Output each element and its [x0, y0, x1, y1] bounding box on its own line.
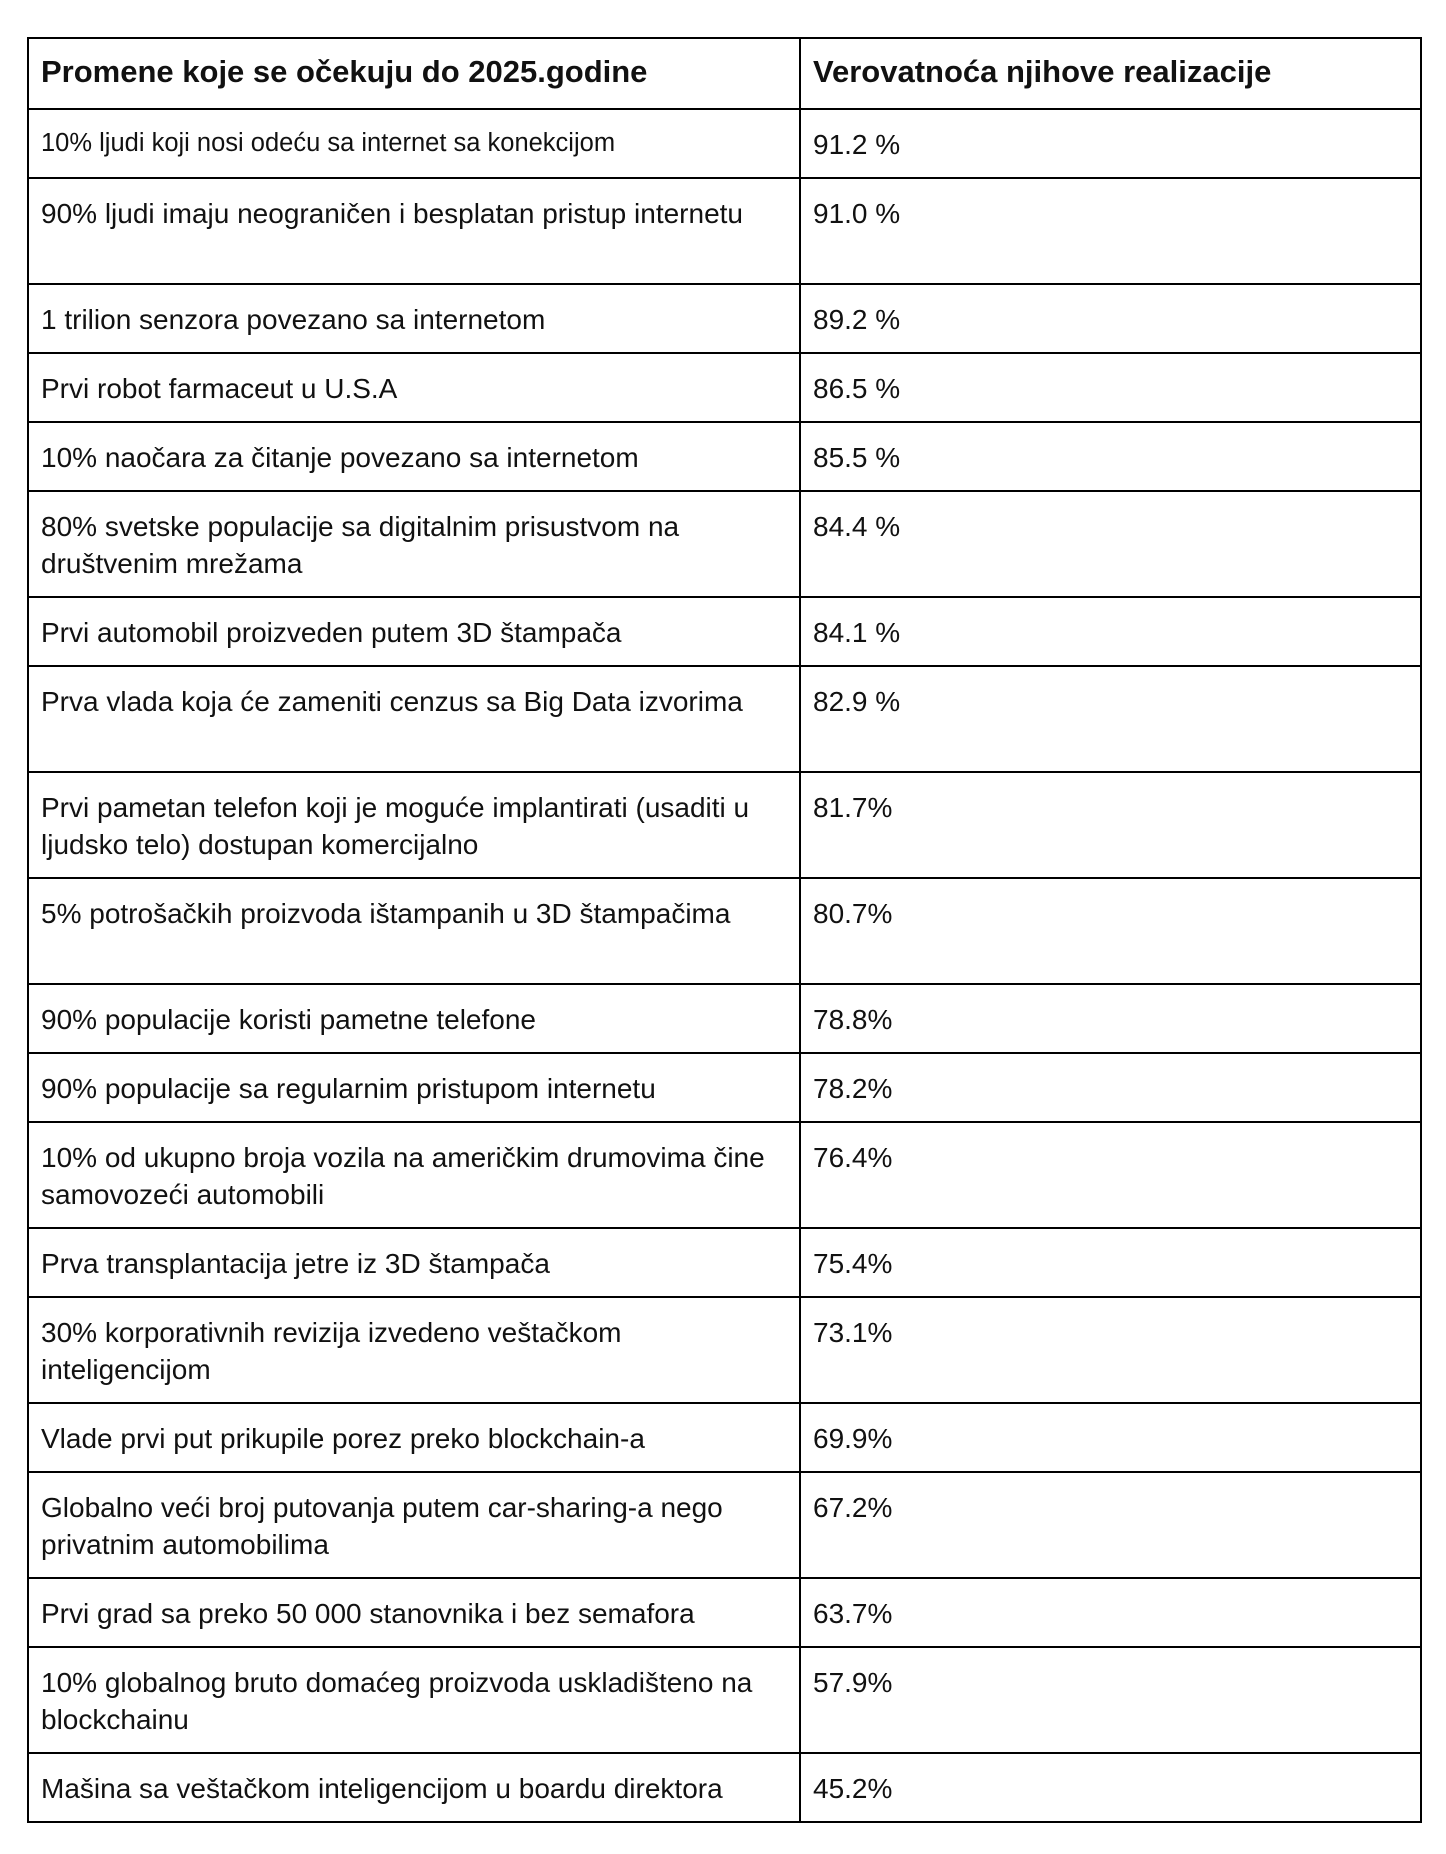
table-row — [28, 1578, 1421, 1647]
change-cell: 10% naočara za čitanje povezano sa internetom — [28, 422, 800, 491]
header-probability: Verovatnoća njihove realizacije — [800, 38, 1421, 109]
table-row — [28, 353, 1421, 422]
probability-cell: 69.9% — [800, 1403, 1421, 1472]
table-row — [28, 422, 1421, 491]
probability-cell: 57.9% — [800, 1647, 1421, 1753]
table-row — [28, 109, 1421, 178]
table-row — [28, 1647, 1421, 1753]
document-page — [27, 37, 1422, 1823]
table-row — [28, 878, 1421, 984]
probability-cell: 63.7% — [800, 1578, 1421, 1647]
table-row — [28, 178, 1421, 284]
change-cell: Prvi pametan telefon koji je moguće implantirati (usaditi u ljudsko telo) dostupan komercijalno — [28, 772, 800, 878]
table-row — [28, 1753, 1421, 1822]
change-cell: 90% populacije koristi pametne telefone — [28, 984, 800, 1053]
table-row — [28, 284, 1421, 353]
table-row — [28, 1297, 1421, 1403]
change-cell: 90% ljudi imaju neograničen i besplatan pristup internetu — [28, 178, 800, 284]
probability-cell: 45.2% — [800, 1753, 1421, 1822]
change-cell: Vlade prvi put prikupile porez preko blockchain-a — [28, 1403, 800, 1472]
predictions-table — [27, 37, 1422, 1823]
table-row — [28, 597, 1421, 666]
change-cell: 10% ljudi koji nosi odeću sa internet sa konekcijom — [28, 109, 800, 178]
table-row — [28, 1403, 1421, 1472]
change-cell: 80% svetske populacije sa digitalnim prisustvom na društvenim mrežama — [28, 491, 800, 597]
table-row — [28, 1472, 1421, 1578]
probability-cell: 84.1 % — [800, 597, 1421, 666]
probability-cell: 91.0 % — [800, 178, 1421, 284]
table-row — [28, 1228, 1421, 1297]
probability-cell: 84.4 % — [800, 491, 1421, 597]
probability-cell: 80.7% — [800, 878, 1421, 984]
table-row — [28, 1053, 1421, 1122]
header-changes: Promene koje se očekuju do 2025.godine — [28, 38, 800, 109]
change-cell: 10% globalnog bruto domaćeg proizvoda uskladišteno na blockchainu — [28, 1647, 800, 1753]
change-cell: Prva vlada koja će zameniti cenzus sa Big Data izvorima — [28, 666, 800, 772]
probability-cell: 73.1% — [800, 1297, 1421, 1403]
change-cell: 90% populacije sa regularnim pristupom internetu — [28, 1053, 800, 1122]
table-row — [28, 491, 1421, 597]
probability-cell: 91.2 % — [800, 109, 1421, 178]
table-row — [28, 772, 1421, 878]
change-cell: 5% potrošačkih proizvoda ištampanih u 3D štampačima — [28, 878, 800, 984]
change-cell: Prvi grad sa preko 50 000 stanovnika i bez semafora — [28, 1578, 800, 1647]
table-row — [28, 984, 1421, 1053]
change-cell: 1 trilion senzora povezano sa internetom — [28, 284, 800, 353]
probability-cell: 78.2% — [800, 1053, 1421, 1122]
probability-cell: 78.8% — [800, 984, 1421, 1053]
probability-cell: 75.4% — [800, 1228, 1421, 1297]
probability-cell: 86.5 % — [800, 353, 1421, 422]
probability-cell: 76.4% — [800, 1122, 1421, 1228]
change-cell: 30% korporativnih revizija izvedeno veštačkom inteligencijom — [28, 1297, 800, 1403]
change-cell: Prva transplantacija jetre iz 3D štampača — [28, 1228, 800, 1297]
change-cell: Prvi robot farmaceut u U.S.A — [28, 353, 800, 422]
change-cell: Prvi automobil proizveden putem 3D štampača — [28, 597, 800, 666]
probability-cell: 81.7% — [800, 772, 1421, 878]
table-row — [28, 1122, 1421, 1228]
probability-cell: 89.2 % — [800, 284, 1421, 353]
probability-cell: 85.5 % — [800, 422, 1421, 491]
table-row — [28, 666, 1421, 772]
probability-cell: 67.2% — [800, 1472, 1421, 1578]
change-cell: 10% od ukupno broja vozila na američkim drumovima čine samovozeći automobili — [28, 1122, 800, 1228]
change-cell: Mašina sa veštačkom inteligencijom u boardu direktora — [28, 1753, 800, 1822]
change-cell: Globalno veći broj putovanja putem car-sharing-a nego privatnim automobilima — [28, 1472, 800, 1578]
probability-cell: 82.9 % — [800, 666, 1421, 772]
table-header-row — [28, 38, 1421, 109]
